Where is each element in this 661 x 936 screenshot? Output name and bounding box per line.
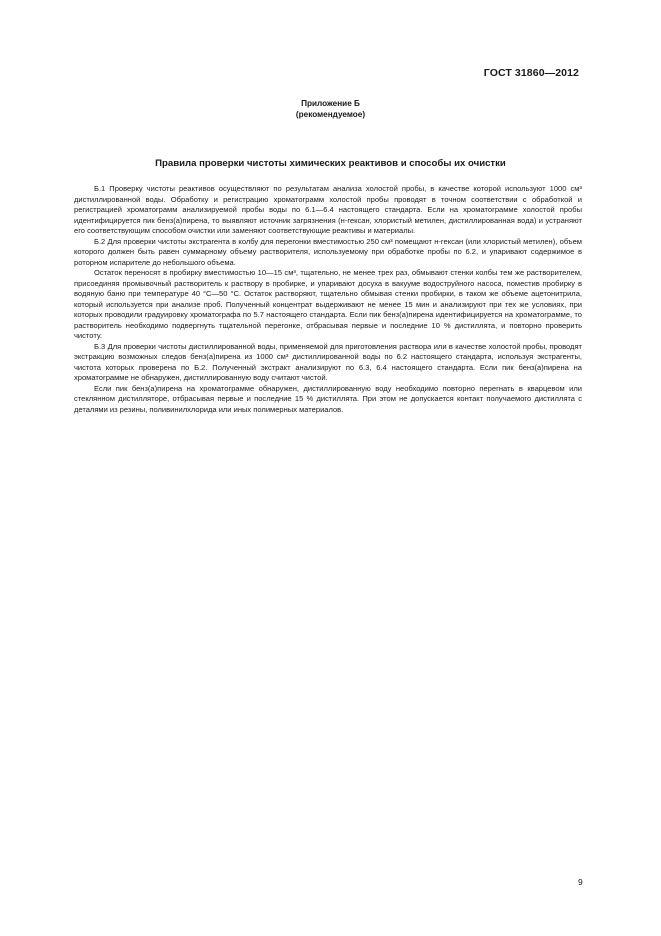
paragraph-b2: Б.2 Для проверки чистоты экстрагента в колбу для перегонки вместимостью 250 см³ помещают н-гексан (или хлористый метилен), объем которого должен быть равен суммарному объему растворителя, используемому при обработке пробы по 6.2, и упаривают содержимое в роторном испарителе до небольшого объема. — [74, 236, 582, 267]
paragraph-b1: Б.1 Проверку чистоты реактивов осуществляют по результатам анализа холостой пробы, в качестве которой используют 1000 см³ дистиллированной воды. Обработку и регистрацию хроматограмм холостой пробы проводят в точном соответствии с обработкой и регистрацией хроматограмм анализируемой пробы воды по 6.1—6.4 настоящего стандарта. Если на хроматограмме холостой пробы идентифицируется пик бенз(а)пирена, то выявляют источник загрязнения (н-гексан, хлористый метилен, дистиллированная вода) и устраняют его соответствующим способом очистки или заменяют соответствующие реактивы и материалы. — [74, 184, 582, 235]
body-text — [74, 184, 582, 415]
paragraph-b3-redistill: Если пик бенз(а)пирена на хроматограмме обнаружен, дистиллированную воду необходимо повторно перегнать в кварцевом или стеклянном дистилляторе, отбрасывая первые и последние 15 % дистиллята. При этом не допускается контакт получаемого дистиллята с деталями из резины, поливинилхлорида или иных полимерных материалов. — [74, 383, 582, 414]
paragraph-b2-residue: Остаток переносят в пробирку вместимостью 10—15 см³, тщательно, не менее трех раз, обмывают стенки колбы тем же растворителем, присоединяя промывочный растворитель к раствору в пробирке, и упаривают досуха в вакууме водоструйного насоса, поместив пробирку в водяную баню при температуре 40 °С—50 °С. Остаток растворяют, тщательно обмывая стенки пробирки, в таком же объеме ацетонитрила, который используется при анализе проб. Полученный концентрат выдерживают не менее 15 мин и анализируют при тех же условиях, при которых проводили градуировку хроматографа по 5.7 настоящего стандарта. Если пик бенз(а)пирена идентифицируется на хроматограмме, то растворитель необходимо подвергнуть тщательной перегонке, отбрасывая первые и последние 10 % дистиллята, и повторно проверить чистоту. — [74, 268, 582, 340]
page-number: 9 — [578, 877, 583, 887]
standard-code: ГОСТ 31860—2012 — [483, 67, 579, 79]
paragraph-b3: Б.3 Для проверки чистоты дистиллированной воды, применяемой для приготовления раствора или в качестве холостой пробы, проводят экстракцию возможных следов бенз(а)пирена из 1000 см³ дистиллированной воды по 6.2 настоящего стандарта, используя экстрагенты, чистота которых проверена по Б.2. Полученный экстракт анализируют по 6.3, 6.4 настоящего стандарта. Если пик бенз(а)пирена на хроматограмме не обнаружен, дистиллированную воду считают чистой. — [74, 341, 582, 382]
appendix-status: (рекомендуемое) — [295, 110, 366, 119]
appendix-title: Приложение Б — [301, 99, 360, 108]
section-heading: Правила проверки чистоты химических реактивов и способы их очистки — [155, 158, 506, 169]
